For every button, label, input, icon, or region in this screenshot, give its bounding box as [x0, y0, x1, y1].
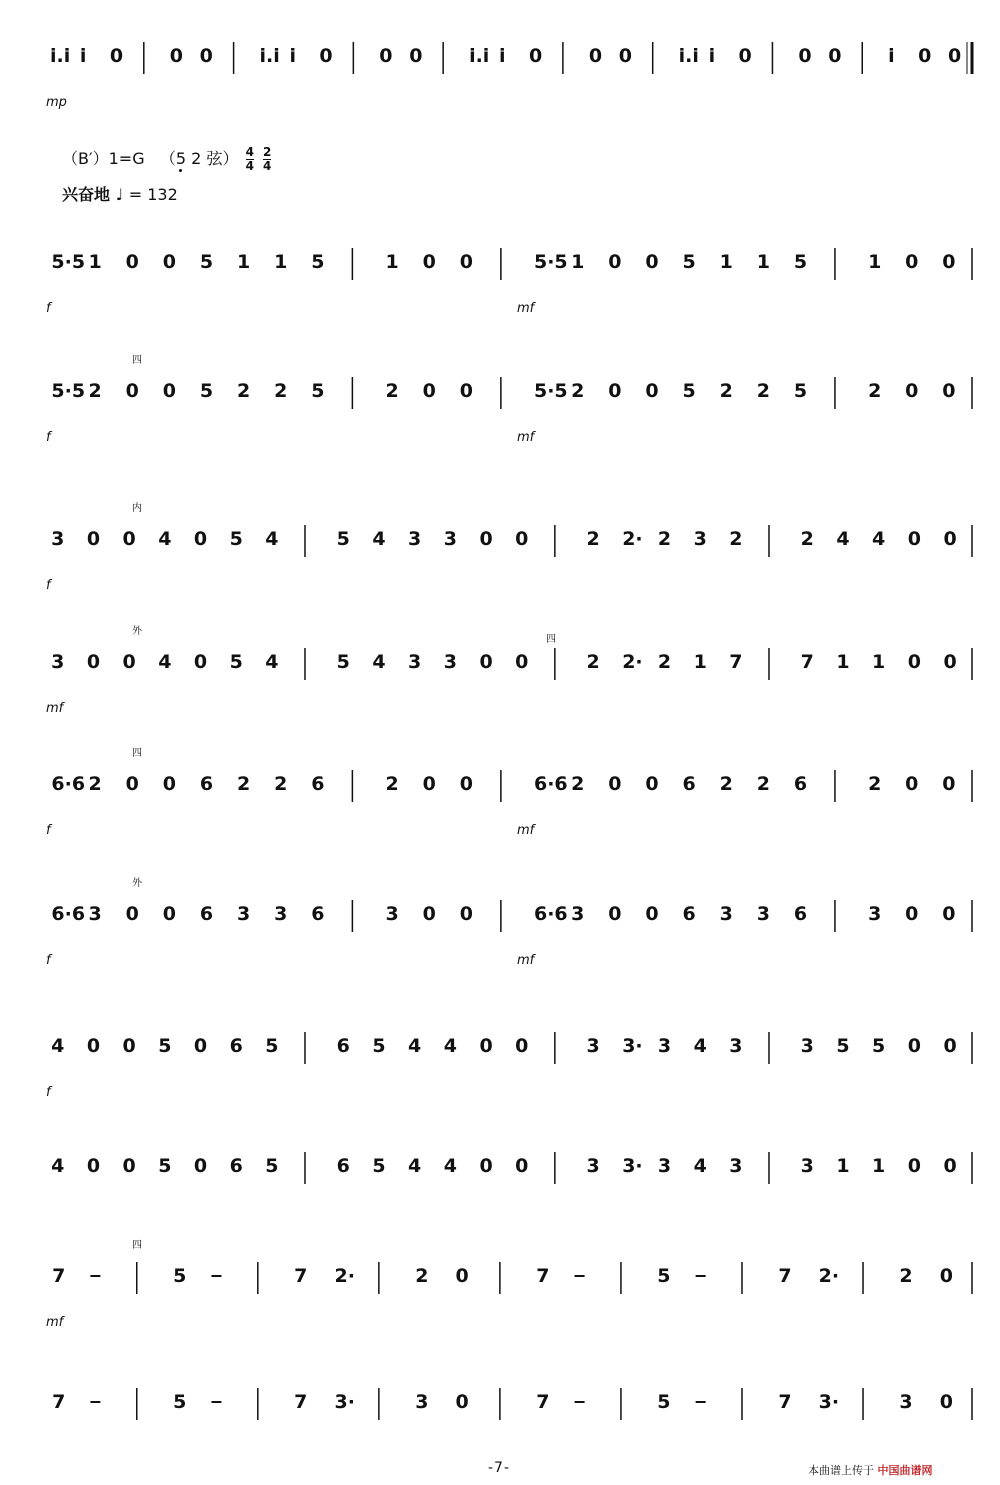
jianpu-note: 4: [443, 1035, 457, 1057]
jianpu-note: 0: [409, 45, 423, 67]
jianpu-note: i: [79, 45, 87, 67]
jianpu-note: 0: [162, 773, 177, 795]
jianpu-note: 3·: [622, 1155, 643, 1177]
tuning-low-note: 5: [175, 149, 187, 168]
jianpu-note: 0: [608, 251, 622, 273]
jianpu-note: 4: [693, 1155, 707, 1177]
tuning-string: 2 弦: [191, 149, 223, 168]
jianpu-note: 0: [907, 1035, 921, 1057]
jianpu-note: 0: [738, 45, 752, 67]
jianpu-note: 3: [237, 903, 251, 925]
jianpu-note: i.i: [259, 45, 280, 67]
jianpu-note: 2: [385, 773, 399, 795]
dynamic-mark: f: [46, 301, 51, 316]
jianpu-note: 0: [422, 251, 436, 273]
jianpu-note: i: [499, 45, 506, 67]
dynamic-mark: mf: [46, 1315, 64, 1330]
jianpu-note: 0: [645, 773, 659, 795]
jianpu-note: 1: [836, 651, 850, 673]
jianpu-note: 6: [336, 1035, 350, 1057]
jianpu-note: 1: [237, 251, 251, 273]
dynamic-mark-second: mf: [517, 823, 535, 838]
dynamic-mark: f: [46, 578, 51, 593]
jianpu-note: 3·: [334, 1391, 355, 1413]
jianpu-note: 7: [800, 651, 814, 673]
jianpu-note: 3: [657, 1155, 672, 1177]
jianpu-note: 0: [905, 773, 919, 795]
jianpu-note: 0: [479, 1155, 493, 1177]
jianpu-note: 3: [385, 903, 399, 925]
jianpu-note: 0: [125, 903, 139, 925]
jianpu-note: 3: [899, 1391, 913, 1413]
jianpu-note: 2: [385, 380, 399, 402]
jianpu-note: 2: [237, 773, 251, 795]
jianpu-note: 0: [162, 251, 177, 273]
jianpu-note: 7: [294, 1391, 308, 1413]
jianpu-note: 2·: [334, 1265, 355, 1287]
jianpu-note: 6: [682, 903, 696, 925]
jianpu-note: 0: [193, 651, 208, 673]
dynamic-mark: f: [46, 430, 51, 445]
jianpu-note: 0: [798, 45, 812, 67]
jianpu-note: 0: [828, 45, 842, 67]
jianpu-note: 2·: [818, 1265, 840, 1287]
jianpu-note: 0: [122, 651, 136, 673]
jianpu-note: 6: [229, 1035, 243, 1057]
jianpu-note: 5: [229, 528, 243, 550]
jianpu-note: 2: [719, 380, 733, 402]
jianpu-note: 0: [907, 1155, 921, 1177]
jianpu-note: 0: [942, 380, 956, 402]
jianpu-note: 0: [943, 1035, 957, 1057]
jianpu-note: 5: [793, 380, 808, 402]
jianpu-note: 1: [88, 251, 102, 273]
jianpu-note: 0: [588, 45, 603, 67]
jianpu-note: 5: [173, 1265, 187, 1287]
jianpu-note: 0: [109, 45, 124, 67]
jianpu-note: i.i: [678, 45, 699, 67]
dynamic-mark: f: [46, 1085, 51, 1100]
jianpu-note: 5: [657, 1265, 671, 1287]
jianpu-note: 3: [868, 903, 882, 925]
jianpu-note: 3: [657, 1035, 672, 1057]
jianpu-note: 0: [479, 651, 493, 673]
jianpu-note: 1: [274, 251, 288, 273]
jianpu-note: 2: [571, 773, 585, 795]
jianpu-note: 3: [800, 1155, 814, 1177]
site-logo: 中国曲谱网: [877, 1464, 933, 1477]
jianpu-note: 6·6: [51, 773, 86, 795]
jianpu-note: 0: [948, 45, 962, 67]
jianpu-note: 0: [455, 1265, 469, 1287]
jianpu-note: 1: [756, 251, 770, 273]
jianpu-note: 2: [729, 528, 743, 550]
jianpu-note: 0: [162, 380, 177, 402]
jianpu-note: 0: [939, 1265, 953, 1287]
dynamic-mark: mp: [46, 95, 67, 110]
jianpu-note: 0: [455, 1391, 469, 1413]
jianpu-note: 0: [125, 773, 139, 795]
jianpu-note: 0: [193, 1035, 208, 1057]
jianpu-note: 7: [536, 1265, 550, 1287]
jianpu-note: 6: [311, 773, 325, 795]
jianpu-note: 6: [336, 1155, 350, 1177]
jianpu-note: 1: [868, 251, 882, 273]
jianpu-note: i.i: [469, 45, 490, 67]
jianpu-note: 2: [237, 380, 251, 402]
jianpu-note: 3·: [818, 1391, 840, 1413]
jianpu-note: 0: [943, 528, 957, 550]
jianpu-note: i: [888, 45, 895, 67]
jianpu-note: 3: [274, 903, 288, 925]
jianpu-note: 0: [422, 773, 436, 795]
jianpu-note: 4: [372, 651, 386, 673]
jianpu-note: 5: [311, 251, 325, 273]
jianpu-note: 0: [86, 651, 101, 673]
dynamic-mark-second: mf: [517, 953, 535, 968]
jianpu-note: 1: [872, 1155, 886, 1177]
jianpu-note: 3: [408, 651, 422, 673]
jianpu-note: 2: [756, 380, 770, 402]
jianpu-note: 6: [199, 903, 214, 925]
jianpu-note: 5: [336, 651, 350, 673]
jianpu-note: 5·5: [533, 380, 568, 402]
jianpu-note: 3: [88, 903, 102, 925]
string-position-mark: 四: [132, 1240, 142, 1251]
jianpu-note: 6: [793, 773, 808, 795]
jianpu-note: 0: [122, 1155, 136, 1177]
jianpu-note: 3: [719, 903, 733, 925]
jianpu-note: 0: [907, 651, 921, 673]
jianpu-note: 1: [571, 251, 585, 273]
jianpu-note: 2: [868, 773, 882, 795]
jianpu-note: 5: [793, 251, 808, 273]
jianpu-note: 0: [193, 528, 208, 550]
jianpu-note: 3: [571, 903, 585, 925]
jianpu-note: 5: [199, 251, 214, 273]
jianpu-note: 0: [122, 1035, 136, 1057]
quarter-note-icon: ♩: [115, 185, 124, 204]
jianpu-note: 0: [645, 903, 659, 925]
jianpu-note: 5: [836, 1035, 850, 1057]
jianpu-note: 4: [265, 528, 279, 550]
jianpu-note: 7: [729, 651, 743, 673]
jianpu-note: 4: [408, 1035, 422, 1057]
jianpu-note: 0: [515, 528, 529, 550]
jianpu-note: 5: [372, 1155, 386, 1177]
jianpu-note: 3: [51, 651, 65, 673]
jianpu-note: 0: [905, 380, 919, 402]
jianpu-note: 5: [173, 1391, 187, 1413]
jianpu-note: 3: [693, 528, 707, 550]
jianpu-note: 2·: [622, 528, 643, 550]
jianpu-note: 2: [274, 380, 288, 402]
jianpu-note: 0: [479, 1035, 493, 1057]
dynamic-mark-second: mf: [517, 301, 535, 316]
upload-credit: [808, 1462, 933, 1478]
jianpu-note: 4: [51, 1035, 65, 1057]
jianpu-note: 7: [778, 1265, 792, 1287]
string-position-mark: 四: [132, 355, 142, 366]
jianpu-note: 3: [586, 1035, 600, 1057]
jianpu-note: 3·: [622, 1035, 643, 1057]
jianpu-note: 2: [868, 380, 882, 402]
tuning-label: （5 2 弦）: [159, 149, 239, 168]
jianpu-note: 2: [586, 528, 600, 550]
jianpu-note: i: [289, 45, 296, 67]
jianpu-note: 3: [800, 1035, 814, 1057]
jianpu-note: 6·6: [533, 773, 568, 795]
jianpu-note: 3: [729, 1035, 743, 1057]
dynamic-mark-second: mf: [517, 430, 535, 445]
jianpu-note: 2: [719, 773, 733, 795]
jianpu-note: 2: [657, 651, 672, 673]
jianpu-note: 0: [459, 903, 473, 925]
jianpu-note: 0: [645, 380, 659, 402]
jianpu-note: 0: [942, 251, 956, 273]
dynamic-mark: f: [46, 823, 51, 838]
jianpu-note: 6·6: [533, 903, 568, 925]
jianpu-note: 5: [158, 1155, 172, 1177]
jianpu-note: 6: [793, 903, 808, 925]
jianpu-note: 0: [125, 380, 139, 402]
jianpu-note: 5: [336, 528, 350, 550]
meter1-num: 4: [245, 145, 254, 159]
jianpu-note: 2: [586, 651, 600, 673]
jianpu-note: 5: [265, 1035, 279, 1057]
jianpu-note: 5: [872, 1035, 886, 1057]
jianpu-note: 0: [905, 251, 919, 273]
jianpu-note: 3: [51, 528, 65, 550]
jianpu-note: 0: [459, 251, 473, 273]
jianpu-note: 4: [372, 528, 386, 550]
jianpu-note: 0: [618, 45, 632, 67]
jianpu-note: 0: [199, 45, 213, 67]
string-position-mark-second: 四: [546, 634, 556, 645]
jianpu-note: 5: [199, 380, 214, 402]
jianpu-note: 3: [729, 1155, 743, 1177]
jianpu-note: 0: [515, 1035, 529, 1057]
jianpu-note: 3: [408, 528, 422, 550]
jianpu-note: 6·6: [51, 903, 86, 925]
jianpu-note: 4: [158, 651, 172, 673]
jianpu-note: 3: [443, 528, 457, 550]
jianpu-note: 0: [162, 903, 177, 925]
jianpu-note: 6: [199, 773, 214, 795]
jianpu-note: 0: [645, 251, 659, 273]
jianpu-note: 5: [311, 380, 325, 402]
jianpu-note: 0: [379, 45, 393, 67]
jianpu-note: 7: [778, 1391, 792, 1413]
jianpu-note: 0: [459, 380, 473, 402]
page-number: -7-: [488, 1460, 511, 1476]
jianpu-note: 0: [907, 528, 921, 550]
jianpu-note: 0: [918, 45, 932, 67]
credit-text: 本曲谱上传于: [808, 1464, 874, 1477]
jianpu-note: 2: [800, 528, 814, 550]
jianpu-note: 5: [657, 1391, 671, 1413]
jianpu-note: 0: [86, 528, 101, 550]
jianpu-note: 2: [88, 773, 102, 795]
jianpu-note: 5: [682, 380, 696, 402]
jianpu-note: 3: [586, 1155, 600, 1177]
jianpu-note: 0: [459, 773, 473, 795]
jianpu-note: 0: [422, 903, 436, 925]
meter1-den: 4: [245, 159, 254, 173]
jianpu-note: 1: [385, 251, 399, 273]
string-position-mark: 四: [132, 748, 142, 759]
jianpu-note: 4: [51, 1155, 65, 1177]
jianpu-note: 0: [608, 903, 622, 925]
jianpu-note: 0: [942, 773, 956, 795]
jianpu-note: 2: [899, 1265, 913, 1287]
jianpu-note: i: [708, 45, 716, 67]
jianpu-note: 5: [229, 651, 243, 673]
jianpu-note: 3: [756, 903, 770, 925]
jianpu-note: 5: [265, 1155, 279, 1177]
jianpu-note: 6: [682, 773, 696, 795]
jianpu-note: 0: [169, 45, 183, 67]
jianpu-note: 2: [756, 773, 770, 795]
jianpu-note: 7: [294, 1265, 308, 1287]
string-position-mark: 外: [132, 626, 142, 637]
jianpu-note: 6: [229, 1155, 243, 1177]
jianpu-note: 7: [536, 1391, 550, 1413]
jianpu-note: 5: [372, 1035, 386, 1057]
jianpu-note: 0: [86, 1035, 101, 1057]
meter2-den: 4: [263, 159, 272, 173]
jianpu-note: 5·5: [51, 251, 86, 273]
jianpu-note: 0: [515, 1155, 529, 1177]
string-position-mark: 内: [132, 503, 142, 514]
jianpu-note: 0: [943, 1155, 957, 1177]
jianpu-note: 4: [443, 1155, 457, 1177]
jianpu-note: 0: [943, 651, 957, 673]
jianpu-note: 0: [319, 45, 333, 67]
jianpu-note: 2·: [622, 651, 643, 673]
string-position-mark: 外: [132, 878, 142, 889]
tempo-text: 兴奋地: [62, 185, 111, 204]
jianpu-note: 7: [52, 1265, 66, 1287]
jianpu-note: 2: [657, 528, 672, 550]
jianpu-note: 0: [528, 45, 543, 67]
jianpu-note: 7: [52, 1391, 66, 1413]
jianpu-note: 0: [608, 380, 622, 402]
jianpu-note: 4: [836, 528, 850, 550]
jianpu-note: 0: [608, 773, 622, 795]
dynamic-mark: f: [46, 953, 51, 968]
jianpu-note: 0: [193, 1155, 208, 1177]
jianpu-note: 4: [265, 651, 279, 673]
jianpu-note: 0: [515, 651, 529, 673]
jianpu-note: 0: [479, 528, 493, 550]
jianpu-note: 0: [422, 380, 436, 402]
jianpu-note: 2: [571, 380, 585, 402]
jianpu-note: 0: [905, 903, 919, 925]
jianpu-note: 1: [719, 251, 733, 273]
jianpu-note: 2: [88, 380, 102, 402]
jianpu-note: 3: [415, 1391, 429, 1413]
jianpu-note: 0: [125, 251, 139, 273]
jianpu-note: 0: [122, 528, 136, 550]
jianpu-note: 0: [939, 1391, 953, 1413]
jianpu-note: 6: [311, 903, 325, 925]
jianpu-note: 4: [872, 528, 886, 550]
jianpu-note: 5·5: [533, 251, 568, 273]
jianpu-note: 2: [415, 1265, 429, 1287]
dynamic-mark: mf: [46, 701, 64, 716]
jianpu-note: 4: [158, 528, 172, 550]
jianpu-note: 1: [836, 1155, 850, 1177]
jianpu-note: 5: [158, 1035, 172, 1057]
jianpu-note: 1: [693, 651, 707, 673]
jianpu-note: i.i: [49, 45, 71, 67]
jianpu-note: 0: [86, 1155, 101, 1177]
jianpu-note: 1: [872, 651, 886, 673]
jianpu-note: 3: [443, 651, 457, 673]
jianpu-note: 2: [274, 773, 288, 795]
jianpu-note: 5·5: [51, 380, 86, 402]
jianpu-note: 4: [693, 1035, 707, 1057]
meter2-num: 2: [263, 145, 272, 159]
jianpu-note: 0: [942, 903, 956, 925]
tempo-value: = 132: [128, 185, 178, 204]
section-key-label: （B′）1=G: [62, 149, 145, 168]
jianpu-note: 4: [408, 1155, 422, 1177]
jianpu-note: 5: [682, 251, 696, 273]
